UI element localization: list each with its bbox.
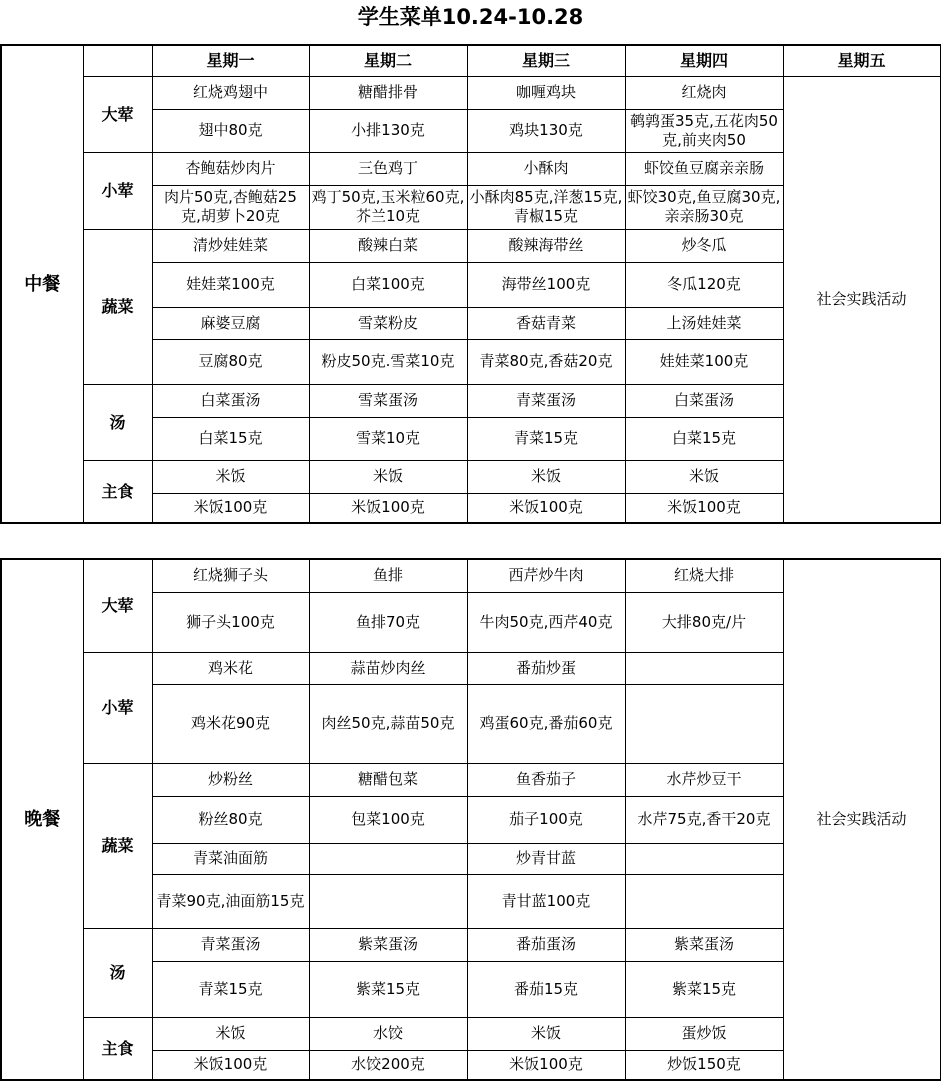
menu-cell xyxy=(625,652,783,684)
menu-cell: 翅中80克 xyxy=(152,109,309,152)
menu-cell: 番茄蛋汤 xyxy=(467,928,625,961)
category-label: 小荤 xyxy=(83,652,152,763)
menu-cell: 酸辣海带丝 xyxy=(467,229,625,262)
category-label: 大荤 xyxy=(83,559,152,652)
menu-cell: 番茄炒蛋 xyxy=(467,652,625,684)
menu-cell: 牛肉50克,西芹40克 xyxy=(467,592,625,652)
menu-cell: 杏鲍菇炒肉片 xyxy=(152,152,309,185)
menu-cell: 番茄15克 xyxy=(467,961,625,1017)
menu-cell: 鱼排70克 xyxy=(309,592,467,652)
menu-cell: 虾饺鱼豆腐亲亲肠 xyxy=(625,152,783,185)
category-label: 汤 xyxy=(83,928,152,1017)
menu-cell: 红烧狮子头 xyxy=(152,559,309,592)
menu-cell: 肉片50克,杏鲍菇25克,胡萝卜20克 xyxy=(152,185,309,229)
menu-cell: 雪菜粉皮 xyxy=(309,307,467,339)
dinner-row xyxy=(1,559,940,592)
menu-cell: 酸辣白菜 xyxy=(309,229,467,262)
menu-cell: 白菜15克 xyxy=(625,417,783,460)
menu-cell: 青菜15克 xyxy=(152,961,309,1017)
menu-cell: 米饭 xyxy=(309,460,467,493)
menu-cell: 上汤娃娃菜 xyxy=(625,307,783,339)
menu-cell: 青菜15克 xyxy=(467,417,625,460)
menu-cell: 白菜15克 xyxy=(152,417,309,460)
menu-cell: 西芹炒牛肉 xyxy=(467,559,625,592)
menu-cell: 鹌鹑蛋35克,五花肉50克,前夹肉50 xyxy=(625,109,783,152)
category-label: 小荤 xyxy=(83,152,152,229)
menu-cell: 豆腐80克 xyxy=(152,339,309,384)
day-header-3: 星期三 xyxy=(467,45,625,76)
menu-cell: 米饭100克 xyxy=(625,493,783,523)
menu-cell: 小排130克 xyxy=(309,109,467,152)
menu-cell: 水芹炒豆干 xyxy=(625,763,783,796)
menu-cell xyxy=(625,843,783,874)
menu-cell: 虾饺30克,鱼豆腐30克,亲亲肠30克 xyxy=(625,185,783,229)
menu-cell: 三色鸡丁 xyxy=(309,152,467,185)
menu-cell: 海带丝100克 xyxy=(467,262,625,307)
menu-cell: 紫菜蛋汤 xyxy=(309,928,467,961)
menu-cell: 小酥肉 xyxy=(467,152,625,185)
menu-cell: 米饭 xyxy=(625,460,783,493)
menu-cell: 米饭100克 xyxy=(467,493,625,523)
menu-cell: 鱼排 xyxy=(309,559,467,592)
menu-cell: 米饭 xyxy=(152,1017,309,1050)
menu-cell: 炒冬瓜 xyxy=(625,229,783,262)
menu-cell: 米饭 xyxy=(467,460,625,493)
day-header-2: 星期二 xyxy=(309,45,467,76)
menu-cell: 水饺200克 xyxy=(309,1050,467,1080)
menu-cell: 白菜蛋汤 xyxy=(152,384,309,417)
menu-cell: 红烧肉 xyxy=(625,76,783,109)
menu-cell: 红烧鸡翅中 xyxy=(152,76,309,109)
menu-cell: 小酥肉85克,洋葱15克,青椒15克 xyxy=(467,185,625,229)
menu-cell: 青菜90克,油面筋15克 xyxy=(152,874,309,928)
menu-cell: 粉丝80克 xyxy=(152,796,309,843)
menu-cell: 紫菜15克 xyxy=(309,961,467,1017)
menu-cell: 白菜100克 xyxy=(309,262,467,307)
day-header-5: 星期五 xyxy=(783,45,940,76)
day-header-row xyxy=(1,45,940,76)
menu-cell: 鸡丁50克,玉米粒60克,芥兰10克 xyxy=(309,185,467,229)
menu-cell: 狮子头100克 xyxy=(152,592,309,652)
lunch-row xyxy=(1,76,940,109)
menu-cell: 鸡蛋60克,番茄60克 xyxy=(467,684,625,763)
menu-cell: 娃娃菜100克 xyxy=(625,339,783,384)
menu-cell: 米饭100克 xyxy=(309,493,467,523)
menu-cell: 麻婆豆腐 xyxy=(152,307,309,339)
category-label: 汤 xyxy=(83,384,152,460)
menu-cell: 蛋炒饭 xyxy=(625,1017,783,1050)
menu-cell: 水饺 xyxy=(309,1017,467,1050)
category-label: 主食 xyxy=(83,1017,152,1080)
menu-cell: 青菜蛋汤 xyxy=(152,928,309,961)
menu-cell: 大排80克/片 xyxy=(625,592,783,652)
menu-cell: 白菜蛋汤 xyxy=(625,384,783,417)
menu-cell: 炒饭150克 xyxy=(625,1050,783,1080)
lunch-table xyxy=(0,44,941,524)
menu-cell: 青甘蓝100克 xyxy=(467,874,625,928)
category-label: 大荤 xyxy=(83,76,152,152)
menu-cell xyxy=(309,843,467,874)
menu-cell: 包菜100克 xyxy=(309,796,467,843)
category-label: 蔬菜 xyxy=(83,229,152,384)
menu-cell: 清炒娃娃菜 xyxy=(152,229,309,262)
menu-cell: 炒青甘蓝 xyxy=(467,843,625,874)
day-header-1: 星期一 xyxy=(152,45,309,76)
menu-cell: 蒜苗炒肉丝 xyxy=(309,652,467,684)
menu-cell: 炒粉丝 xyxy=(152,763,309,796)
menu-cell: 米饭100克 xyxy=(152,1050,309,1080)
menu-cell: 青菜80克,香菇20克 xyxy=(467,339,625,384)
menu-cell: 糖醋排骨 xyxy=(309,76,467,109)
menu-cell: 鸡米花90克 xyxy=(152,684,309,763)
category-label: 蔬菜 xyxy=(83,763,152,928)
dinner-friday-cell: 社会实践活动 xyxy=(783,559,940,1080)
menu-cell: 米饭 xyxy=(467,1017,625,1050)
day-header-4: 星期四 xyxy=(625,45,783,76)
menu-cell: 肉丝50克,蒜苗50克 xyxy=(309,684,467,763)
menu-cell xyxy=(309,874,467,928)
menu-cell xyxy=(625,874,783,928)
dinner-meal-label: 晚餐 xyxy=(1,559,83,1080)
menu-cell: 娃娃菜100克 xyxy=(152,262,309,307)
menu-cell: 雪菜蛋汤 xyxy=(309,384,467,417)
header-blank-cell xyxy=(83,45,152,76)
menu-cell: 香菇青菜 xyxy=(467,307,625,339)
menu-cell: 米饭100克 xyxy=(467,1050,625,1080)
menu-cell: 糖醋包菜 xyxy=(309,763,467,796)
menu-cell: 咖喱鸡块 xyxy=(467,76,625,109)
menu-cell: 红烧大排 xyxy=(625,559,783,592)
menu-cell: 粉皮50克.雪菜10克 xyxy=(309,339,467,384)
menu-cell: 青菜蛋汤 xyxy=(467,384,625,417)
menu-cell: 米饭 xyxy=(152,460,309,493)
section-gap xyxy=(0,526,941,558)
menu-cell: 雪菜10克 xyxy=(309,417,467,460)
menu-cell: 紫菜15克 xyxy=(625,961,783,1017)
menu-cell: 茄子100克 xyxy=(467,796,625,843)
lunch-friday-cell: 社会实践活动 xyxy=(783,76,940,523)
menu-cell: 青菜油面筋 xyxy=(152,843,309,874)
page-title: 学生菜单10.24-10.28 xyxy=(357,5,584,29)
dinner-table xyxy=(0,558,941,1081)
category-label: 主食 xyxy=(83,460,152,523)
menu-cell: 水芹75克,香干20克 xyxy=(625,796,783,843)
menu-cell: 鸡米花 xyxy=(152,652,309,684)
menu-cell: 冬瓜120克 xyxy=(625,262,783,307)
menu-cell: 米饭100克 xyxy=(152,493,309,523)
menu-cell xyxy=(625,684,783,763)
lunch-meal-label: 中餐 xyxy=(1,45,83,523)
menu-cell: 紫菜蛋汤 xyxy=(625,928,783,961)
menu-cell: 鱼香茄子 xyxy=(467,763,625,796)
menu-cell: 鸡块130克 xyxy=(467,109,625,152)
